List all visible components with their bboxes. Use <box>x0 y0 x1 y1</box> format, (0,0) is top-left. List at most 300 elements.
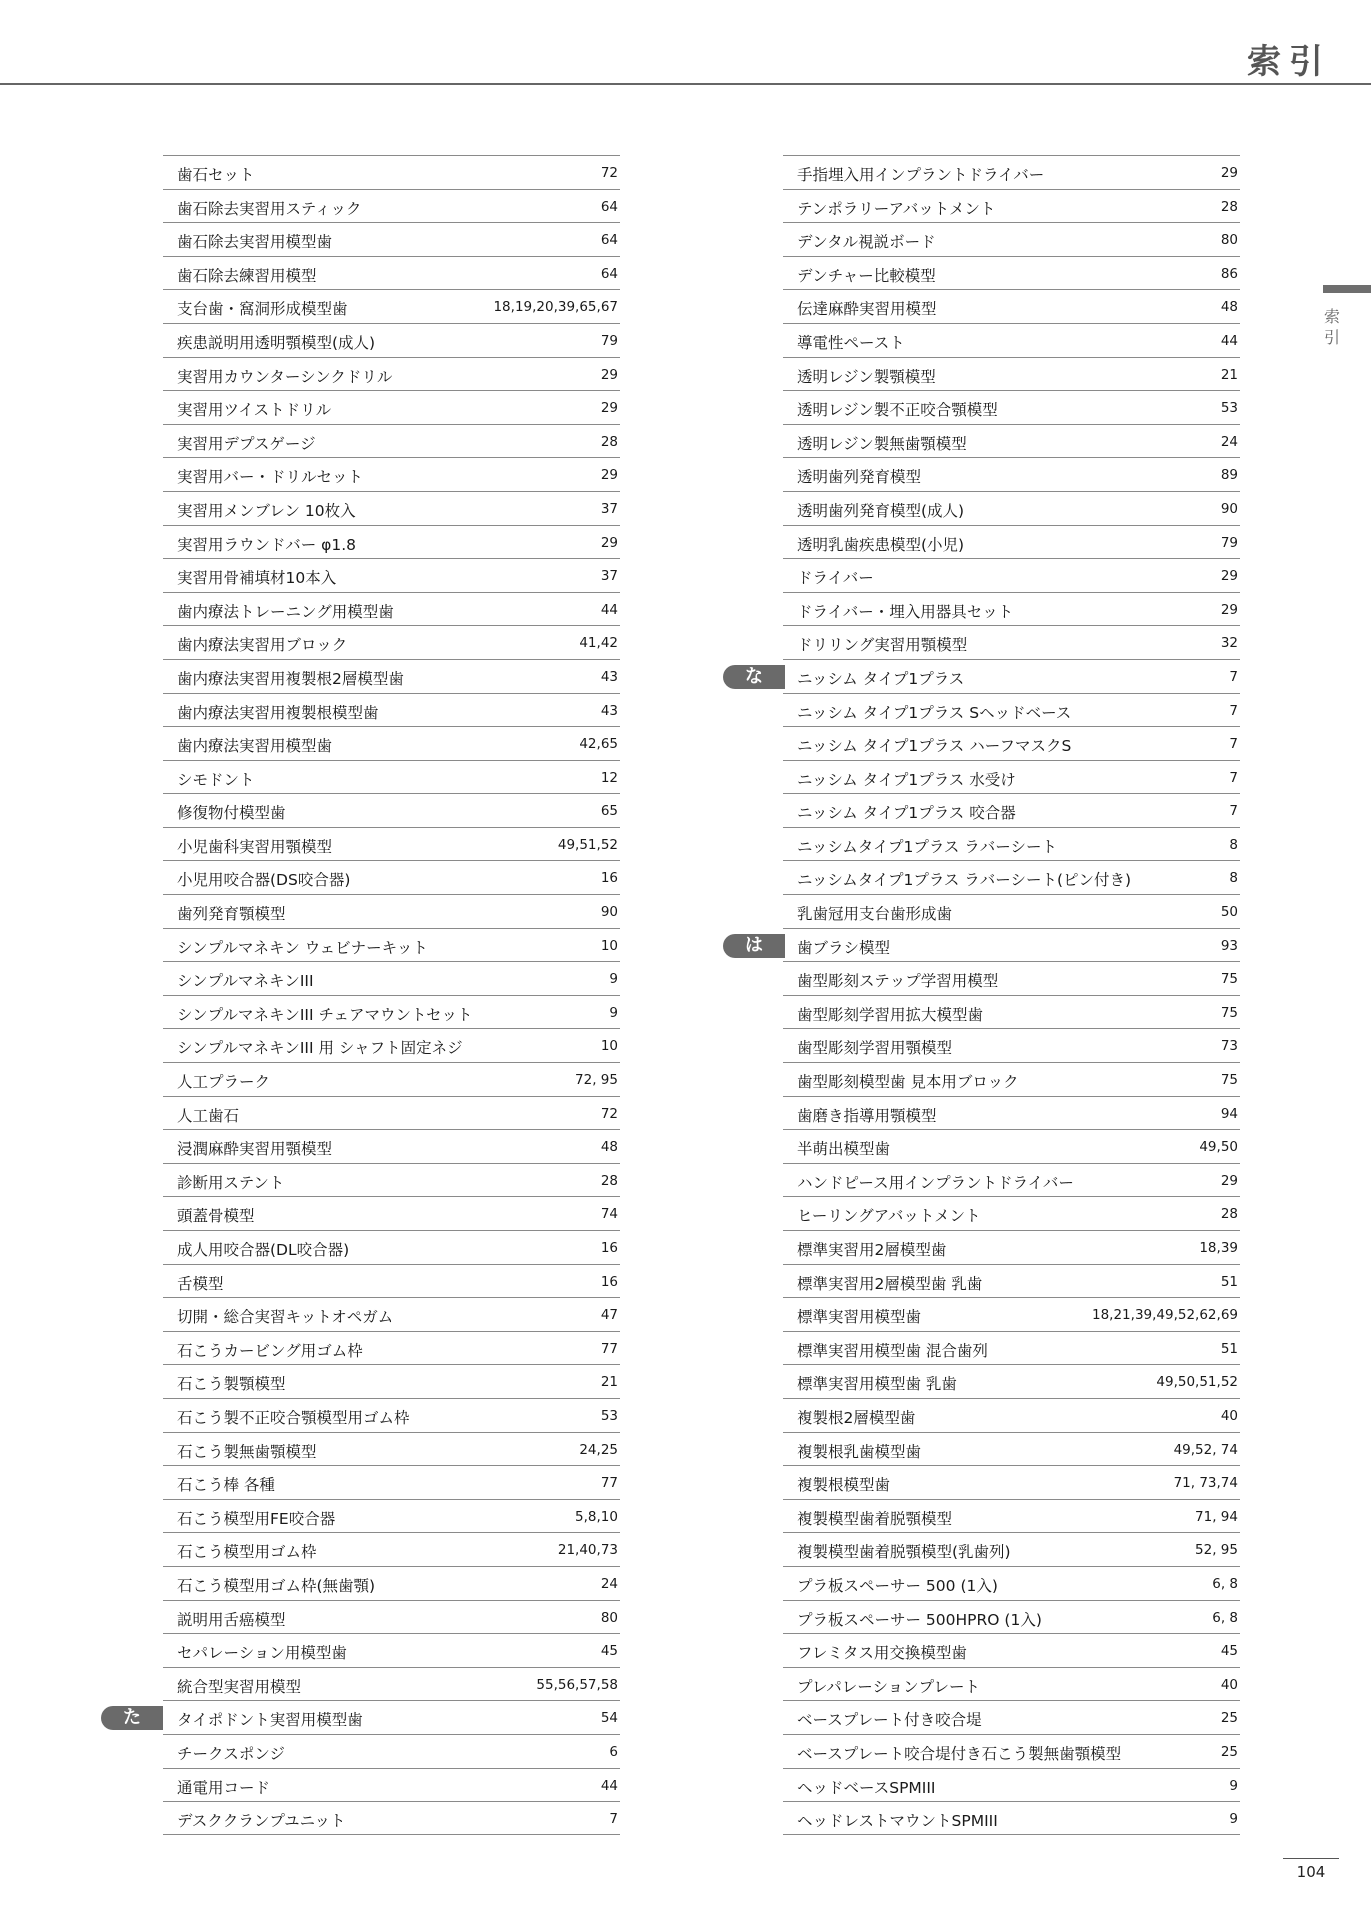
entry-name: 歯型彫刻模型歯 見本用ブロック <box>797 1073 1019 1092</box>
entry-name: プラ板スペーサー 500 (1入) <box>797 1576 998 1595</box>
entry-page-number: 79 <box>600 332 618 349</box>
entry-name: 透明レジン製無歯顎模型 <box>797 434 967 453</box>
entry-page-number: 29 <box>1220 1172 1238 1189</box>
index-entry <box>783 1062 1240 1096</box>
index-entry <box>783 1667 1240 1701</box>
entry-name: 歯内療法実習用複製根2層模型歯 <box>177 669 404 688</box>
entry-name: 支台歯・窩洞形成模型歯 <box>177 300 348 319</box>
entry-name: 診断用ステント <box>177 1173 285 1192</box>
entry-name: プレパレーションプレート <box>797 1677 981 1696</box>
entry-page-number: 40 <box>1220 1676 1238 1693</box>
index-entry <box>163 357 620 391</box>
entry-name: 石こう模型用ゴム枠 <box>177 1543 317 1562</box>
index-entry <box>745 928 1240 962</box>
index-entry <box>163 625 620 659</box>
index-entry <box>163 1331 620 1365</box>
index-entry <box>783 961 1240 995</box>
entry-name: ヘッドレストマウントSPMIII <box>797 1812 998 1831</box>
entry-name: 修復物付模型歯 <box>177 804 286 823</box>
entry-page-number: 44 <box>600 1777 618 1794</box>
entry-page-number: 16 <box>600 1240 618 1256</box>
entry-name: 複製模型歯着脱顎模型 <box>797 1509 953 1528</box>
index-entry <box>163 424 620 458</box>
index-entry <box>783 1230 1240 1264</box>
entry-name: ドライバー・埋入用器具セット <box>797 602 1014 621</box>
index-entry <box>163 1801 620 1835</box>
index-entry <box>783 793 1240 827</box>
index-entry <box>163 1264 620 1298</box>
index-entry <box>783 1432 1240 1466</box>
entry-name: ニッシム タイプ1プラス ハーフマスクS <box>797 737 1072 756</box>
entry-page-number: 37 <box>600 568 618 585</box>
entry-name: 歯石除去実習用スティック <box>177 199 362 218</box>
entry-page-number: 12 <box>600 769 618 786</box>
entry-name: 歯型彫刻ステップ学習用模型 <box>797 972 999 991</box>
entry-page-number: 40 <box>1220 1407 1238 1424</box>
entry-page-number: 79 <box>1220 534 1238 551</box>
index-entry <box>783 1163 1240 1197</box>
entry-page-number: 25 <box>1220 1710 1238 1727</box>
entry-name: 歯石セット <box>177 166 255 184</box>
index-entry <box>163 189 620 223</box>
entry-page-number: 44 <box>1220 332 1238 349</box>
entry-name: 導電性ペースト <box>797 333 905 352</box>
entry-name: フレミタス用交換模型歯 <box>797 1644 967 1663</box>
entry-page-number: 54 <box>600 1710 618 1727</box>
index-entry <box>783 1734 1240 1768</box>
entry-page-number: 51 <box>1220 1273 1238 1290</box>
index-entry <box>163 1163 620 1197</box>
entry-page-number: 77 <box>600 1340 618 1357</box>
index-entry <box>783 1465 1240 1499</box>
entry-name: ニッシムタイプ1プラス ラバーシート(ピン付き) <box>797 871 1132 890</box>
entry-page-number: 72, 95 <box>575 1072 618 1089</box>
entry-name: 伝達麻酔実習用模型 <box>797 300 937 319</box>
index-entry <box>163 155 620 189</box>
page-title: 索引 <box>1247 42 1331 82</box>
entry-page-number: 73 <box>1220 1038 1238 1055</box>
entry-name: デスククランプユニット <box>177 1812 346 1831</box>
index-entry <box>163 390 620 424</box>
entry-name: 人工歯石 <box>177 1106 240 1125</box>
entry-name: 説明用舌癌模型 <box>177 1610 286 1629</box>
entry-name: 小児用咬合器(DS咬合器) <box>177 871 351 890</box>
entry-page-number: 86 <box>1220 265 1238 282</box>
section-badge: た <box>101 1706 163 1730</box>
entry-name: 石こう棒 各種 <box>177 1476 275 1495</box>
index-entry <box>783 995 1240 1029</box>
side-tab-bar <box>1323 285 1371 293</box>
entry-name: 乳歯冠用支台歯形成歯 <box>797 905 953 924</box>
index-entry <box>783 1364 1240 1398</box>
entry-page-number: 71, 73,74 <box>1173 1475 1238 1492</box>
entry-page-number: 45 <box>600 1643 618 1660</box>
entry-name: 透明レジン製不正咬合顎模型 <box>797 401 998 420</box>
entry-page-number: 21 <box>600 1374 618 1391</box>
entry-name: ベースプレート付き咬合堤 <box>797 1711 982 1730</box>
entry-name: ドリリング実習用顎模型 <box>797 636 968 655</box>
entry-page-number: 29 <box>1220 568 1238 585</box>
entry-name: 透明乳歯疾患模型(小児) <box>797 535 965 554</box>
entry-name: 石こうカービング用ゴム枠 <box>177 1341 363 1360</box>
index-entry <box>783 357 1240 391</box>
entry-name: ベースプレート咬合堤付き石こう製無歯顎模型 <box>797 1744 1122 1763</box>
index-entry <box>783 1264 1240 1298</box>
entry-page-number: 9 <box>609 971 618 988</box>
entry-name: 石こう製不正咬合顎模型用ゴム枠 <box>177 1408 410 1427</box>
index-entry <box>783 390 1240 424</box>
entry-page-number: 47 <box>600 1307 618 1324</box>
entry-page-number: 52, 95 <box>1195 1542 1238 1559</box>
entry-name: シンプルマネキンIII 用 シャフト固定ネジ <box>177 1039 463 1058</box>
entry-name: シンプルマネキンIII チェアマウントセット <box>177 1005 473 1024</box>
index-entry <box>163 961 620 995</box>
entry-name: 透明歯列発育模型(成人) <box>797 501 965 520</box>
entry-name: 歯ブラシ模型 <box>797 938 891 957</box>
index-entry <box>163 1566 620 1600</box>
entry-page-number: 77 <box>600 1475 618 1492</box>
entry-name: 統合型実習用模型 <box>177 1677 302 1696</box>
entry-page-number: 7 <box>1229 803 1238 820</box>
entry-name: 石こう模型用ゴム枠(無歯顎) <box>177 1576 376 1595</box>
entry-page-number: 29 <box>1220 165 1238 181</box>
index-entry <box>163 457 620 491</box>
entry-name: 手指埋入用インプラントドライバー <box>797 166 1045 184</box>
entry-name: 実習用ツイストドリル <box>177 401 332 420</box>
entry-page-number: 53 <box>600 1407 618 1424</box>
index-entry <box>783 222 1240 256</box>
entry-page-number: 65 <box>600 803 618 820</box>
entry-name: 実習用メンブレン 10枚入 <box>177 501 356 520</box>
index-entry <box>783 592 1240 626</box>
entry-page-number: 18,39 <box>1199 1240 1238 1256</box>
entry-page-number: 49,51,52 <box>557 836 618 853</box>
entry-page-number: 94 <box>1220 1105 1238 1122</box>
entry-name: 浸潤麻酔実習用顎模型 <box>177 1140 333 1159</box>
entry-page-number: 64 <box>600 198 618 215</box>
entry-name: 疾患説明用透明顎模型(成人) <box>177 333 376 352</box>
entry-page-number: 72 <box>600 1105 618 1122</box>
entry-name: プラ板スペーサー 500HPRO (1入) <box>797 1610 1042 1629</box>
entry-name: ハンドピース用インプラントドライバー <box>797 1173 1074 1192</box>
entry-name: シンプルマネキン ウェビナーキット <box>177 938 428 957</box>
index-entry <box>783 1633 1240 1667</box>
entry-page-number: 7 <box>1229 736 1238 753</box>
entry-page-number: 71, 94 <box>1195 1508 1238 1525</box>
index-entry <box>163 1432 620 1466</box>
entry-name: 通電用コード <box>177 1778 271 1797</box>
entry-name: ニッシム タイプ1プラス <box>797 669 965 688</box>
index-entry <box>163 1600 620 1634</box>
index-entry <box>783 1566 1240 1600</box>
entry-page-number: 43 <box>600 702 618 719</box>
index-entry <box>783 1129 1240 1163</box>
entry-page-number: 5,8,10 <box>575 1508 618 1525</box>
entry-page-number: 32 <box>1220 635 1238 652</box>
entry-page-number: 8 <box>1229 836 1238 853</box>
index-entry <box>163 592 620 626</box>
index-entry <box>783 693 1240 727</box>
index-entry <box>163 1028 620 1062</box>
index-entry <box>163 726 620 760</box>
index-entry <box>163 1297 620 1331</box>
entry-name: テンポラリーアバットメント <box>797 199 996 218</box>
entry-page-number: 16 <box>600 1273 618 1290</box>
entry-name: デンタル視説ボード <box>797 233 936 252</box>
entry-page-number: 75 <box>1220 1072 1238 1089</box>
entry-name: ニッシム タイプ1プラス 咬合器 <box>797 804 1016 823</box>
index-entry <box>783 1600 1240 1634</box>
entry-page-number: 7 <box>1229 668 1238 685</box>
entry-name: 歯内療法実習用複製根模型歯 <box>177 703 379 722</box>
index-entry <box>163 1196 620 1230</box>
entry-page-number: 9 <box>609 1004 618 1021</box>
index-entry <box>783 457 1240 491</box>
index-entry <box>163 894 620 928</box>
entry-name: 標準実習用模型歯 混合歯列 <box>797 1341 988 1360</box>
entry-page-number: 28 <box>1220 1206 1238 1223</box>
entry-name: シンプルマネキンIII <box>177 972 314 991</box>
entry-name: 実習用バー・ドリルセット <box>177 468 364 487</box>
entry-name: デンチャー比較模型 <box>797 266 936 285</box>
entry-name: ドライバー <box>797 569 874 588</box>
entry-page-number: 80 <box>1220 232 1238 249</box>
index-entry <box>163 1768 620 1802</box>
entry-page-number: 42,65 <box>579 736 618 753</box>
entry-page-number: 41,42 <box>579 635 618 652</box>
section-badge: な <box>723 665 785 689</box>
entry-page-number: 45 <box>1220 1643 1238 1660</box>
index-entry <box>783 558 1240 592</box>
header-rule <box>0 83 1371 85</box>
entry-name: 実習用ラウンドバー φ1.8 <box>177 535 356 554</box>
entry-name: 歯石除去実習用模型歯 <box>177 233 333 252</box>
index-entry <box>163 222 620 256</box>
index-entry <box>163 1096 620 1130</box>
entry-name: 歯石除去練習用模型 <box>177 266 317 285</box>
entry-name: 歯型彫刻学習用拡大模型歯 <box>797 1005 984 1024</box>
index-entry <box>163 1364 620 1398</box>
entry-name: 実習用カウンターシンクドリル <box>177 367 393 386</box>
index-entry <box>783 760 1240 794</box>
entry-page-number: 28 <box>600 433 618 450</box>
index-entry <box>783 894 1240 928</box>
entry-name: 歯型彫刻学習用顎模型 <box>797 1039 953 1058</box>
index-entry <box>783 1028 1240 1062</box>
entry-page-number: 53 <box>1220 400 1238 417</box>
entry-page-number: 7 <box>609 1811 618 1828</box>
entry-name: 標準実習用2層模型歯 乳歯 <box>797 1274 983 1293</box>
index-entry <box>163 1129 620 1163</box>
entry-page-number: 9 <box>1229 1811 1238 1828</box>
entry-page-number: 18,21,39,49,52,62,69 <box>1092 1307 1238 1324</box>
entry-page-number: 6 <box>609 1743 618 1760</box>
index-entry <box>163 1532 620 1566</box>
entry-page-number: 24 <box>1220 433 1238 450</box>
index-entry <box>163 793 620 827</box>
entry-page-number: 74 <box>600 1206 618 1223</box>
entry-name: 舌模型 <box>177 1274 224 1293</box>
entry-page-number: 9 <box>1229 1777 1238 1794</box>
index-entry <box>163 1465 620 1499</box>
page-number: 104 <box>1283 1858 1339 1885</box>
index-entry <box>163 491 620 525</box>
entry-name: 複製根2層模型歯 <box>797 1408 916 1427</box>
entry-page-number: 50 <box>1220 904 1238 921</box>
entry-page-number: 24 <box>600 1575 618 1592</box>
entry-page-number: 49,50 <box>1199 1139 1238 1156</box>
entry-page-number: 7 <box>1229 769 1238 786</box>
index-entry <box>163 760 620 794</box>
entry-name: 標準実習用模型歯 <box>797 1308 922 1327</box>
entry-page-number: 64 <box>600 232 618 249</box>
entry-name: ニッシム タイプ1プラス 水受け <box>797 770 1016 789</box>
entry-page-number: 6, 8 <box>1212 1609 1238 1626</box>
index-entry <box>163 1667 620 1701</box>
entry-name: シモドント <box>177 770 255 789</box>
entry-name: 透明レジン製顎模型 <box>797 367 936 386</box>
index-entry <box>783 424 1240 458</box>
entry-page-number: 72 <box>600 165 618 181</box>
entry-name: 歯内療法トレーニング用模型歯 <box>177 602 394 621</box>
entry-page-number: 10 <box>600 1038 618 1055</box>
entry-page-number: 90 <box>600 904 618 921</box>
entry-name: 小児歯科実習用顎模型 <box>177 837 333 856</box>
index-entry <box>783 1297 1240 1331</box>
index-column-right <box>745 155 1240 1835</box>
entry-name: チークスポンジ <box>177 1744 285 1763</box>
entry-name: ヒーリングアバットメント <box>797 1207 981 1226</box>
entry-page-number: 75 <box>1220 1004 1238 1021</box>
entry-name: 歯磨き指導用顎模型 <box>797 1106 937 1125</box>
entry-page-number: 29 <box>600 534 618 551</box>
entry-name: 歯内療法実習用ブロック <box>177 636 348 655</box>
index-entry <box>783 155 1240 189</box>
index-entry <box>783 1096 1240 1130</box>
index-entry <box>163 1398 620 1432</box>
index-entry <box>123 1700 620 1734</box>
index-entry <box>163 323 620 357</box>
index-entry <box>783 1499 1240 1533</box>
entry-page-number: 7 <box>1229 702 1238 719</box>
index-entry <box>163 1230 620 1264</box>
entry-name: セパレーション用模型歯 <box>177 1644 347 1663</box>
entry-page-number: 43 <box>600 668 618 685</box>
entry-page-number: 89 <box>1220 467 1238 484</box>
entry-name: 実習用デプスゲージ <box>177 434 316 453</box>
entry-page-number: 49,52, 74 <box>1173 1441 1238 1458</box>
index-entry <box>163 928 620 962</box>
entry-name: 標準実習用2層模型歯 <box>797 1241 947 1259</box>
entry-name: 切開・総合実習キットオペガム <box>177 1308 394 1327</box>
index-entry <box>745 659 1240 693</box>
entry-page-number: 64 <box>600 265 618 282</box>
index-entry <box>163 995 620 1029</box>
entry-page-number: 21,40,73 <box>557 1542 618 1559</box>
index-entry <box>783 525 1240 559</box>
entry-page-number: 25 <box>1220 1743 1238 1760</box>
entry-page-number: 51 <box>1220 1340 1238 1357</box>
entry-name: 複製根乳歯模型歯 <box>797 1442 922 1461</box>
index-column-left <box>123 155 620 1835</box>
index-entry <box>783 1398 1240 1432</box>
entry-name: 複製根模型歯 <box>797 1476 891 1495</box>
entry-name: 頭蓋骨模型 <box>177 1207 255 1226</box>
entry-page-number: 37 <box>600 500 618 517</box>
entry-name: 透明歯列発育模型 <box>797 468 922 487</box>
entry-page-number: 29 <box>1220 601 1238 618</box>
side-tab-char: 引 <box>1323 328 1340 347</box>
entry-page-number: 10 <box>600 937 618 954</box>
index-entry <box>783 289 1240 323</box>
entry-name: 石こう模型用FE咬合器 <box>177 1509 336 1528</box>
index-entry <box>783 189 1240 223</box>
entry-page-number: 29 <box>600 467 618 484</box>
index-entry <box>163 1734 620 1768</box>
index-entry <box>783 1768 1240 1802</box>
entry-page-number: 55,56,57,58 <box>536 1676 618 1693</box>
index-entry <box>783 860 1240 894</box>
index-entry <box>783 1801 1240 1835</box>
section-badge: は <box>723 934 785 958</box>
entry-page-number: 93 <box>1220 937 1238 954</box>
entry-name: 歯列発育顎模型 <box>177 905 286 924</box>
index-entry <box>163 827 620 861</box>
entry-name: 実習用骨補填材10本入 <box>177 569 337 588</box>
entry-name: ニッシム タイプ1プラス Sヘッドベース <box>797 703 1072 722</box>
index-entry <box>163 1633 620 1667</box>
index-entry <box>783 256 1240 290</box>
index-entry <box>783 625 1240 659</box>
entry-page-number: 75 <box>1220 971 1238 988</box>
index-entry <box>163 1062 620 1096</box>
entry-page-number: 18,19,20,39,65,67 <box>493 299 618 316</box>
entry-page-number: 80 <box>600 1609 618 1626</box>
entry-name: ニッシムタイプ1プラス ラバーシート <box>797 837 1057 856</box>
index-entry <box>783 1196 1240 1230</box>
entry-name: 標準実習用模型歯 乳歯 <box>797 1375 957 1394</box>
entry-name: 複製模型歯着脱顎模型(乳歯列) <box>797 1543 1011 1562</box>
entry-page-number: 16 <box>600 870 618 887</box>
entry-page-number: 29 <box>600 400 618 417</box>
entry-name: 半萌出模型歯 <box>797 1140 891 1159</box>
entry-page-number: 28 <box>1220 198 1238 215</box>
entry-page-number: 6, 8 <box>1212 1575 1238 1592</box>
entry-page-number: 44 <box>600 601 618 618</box>
entry-page-number: 48 <box>1220 299 1238 316</box>
side-tab-char: 索 <box>1323 307 1340 326</box>
entry-name: 成人用咬合器(DL咬合器) <box>177 1241 350 1259</box>
index-entry <box>783 491 1240 525</box>
index-entry <box>783 827 1240 861</box>
entry-page-number: 48 <box>600 1139 618 1156</box>
index-entry <box>783 1532 1240 1566</box>
index-entry <box>783 1331 1240 1365</box>
index-entry <box>163 659 620 693</box>
index-entry <box>163 525 620 559</box>
index-entry <box>783 323 1240 357</box>
entry-name: 石こう製無歯顎模型 <box>177 1442 317 1461</box>
index-entry <box>783 726 1240 760</box>
entry-name: ヘッドベースSPMIII <box>797 1778 936 1797</box>
entry-page-number: 49,50,51,52 <box>1156 1374 1238 1391</box>
entry-page-number: 24,25 <box>579 1441 618 1458</box>
entry-page-number: 28 <box>600 1172 618 1189</box>
index-entry <box>163 860 620 894</box>
side-tab-label <box>1322 306 1342 348</box>
entry-name: タイポドント実習用模型歯 <box>177 1711 363 1730</box>
index-entry <box>163 256 620 290</box>
